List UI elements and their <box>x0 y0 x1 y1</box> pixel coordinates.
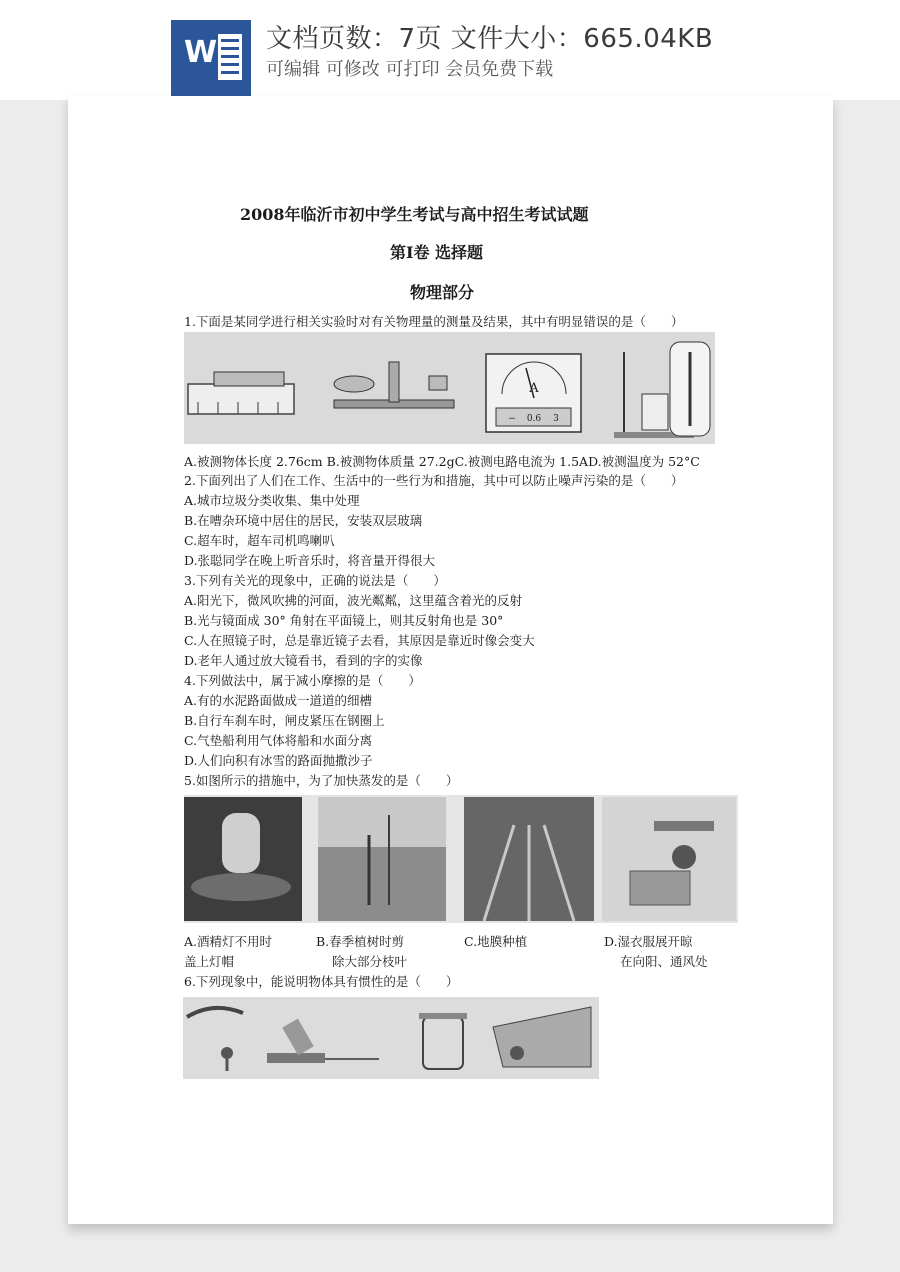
q3-option-a: A.阳光下，微风吹拂的河面，波光粼粼，这里蕴含着光的反射 <box>184 593 523 608</box>
q2-stem: 2.下面列出了人们在工作、生活中的一些行为和措施，其中可以防止噪声污染的是（ ） <box>184 473 684 488</box>
q4-option-a: A.有的水泥路面做成一道道的细槽 <box>184 693 373 708</box>
q5-option-b-line2: 除大部分枝叶 <box>332 954 408 969</box>
q3-option-d: D.老年人通过放大镜看书，看到的字的实像 <box>184 653 423 668</box>
q2-option-a: A.城市垃圾分类收集、集中处理 <box>184 493 360 508</box>
q2-option-b: B.在嘈杂环境中居住的居民，安装双层玻璃 <box>184 513 423 528</box>
word-letter: W <box>184 35 218 70</box>
section-heading: 第Ⅰ卷 选择题 <box>390 243 484 262</box>
q5-evaporation-figure <box>184 795 738 923</box>
q4-option-b: B.自行车刹车时，闸皮紧压在钢圈上 <box>184 713 385 728</box>
ammeter-letter: A <box>529 381 539 396</box>
word-icon-lines <box>218 34 242 80</box>
q3-option-b: B.光与镜面成 30° 角射在平面镜上，则其反射角也是 30° <box>184 613 504 628</box>
q5-option-d-line2: 在向阳、通风处 <box>620 954 708 969</box>
document-title: 2008年临沂市初中学生考试与高中招生考试试题 <box>240 205 589 224</box>
q1-stem: 1.下面是某同学进行相关实验时对有关物理量的测量及结果，其中有明显错误的是（ ） <box>184 314 684 329</box>
q5-option-a-line1: A.酒精灯不用时 <box>184 934 273 949</box>
subsection-heading: 物理部分 <box>410 283 475 302</box>
q4-stem: 4.下列做法中，属于减小摩擦的是（ ） <box>184 673 421 688</box>
q2-option-d: D.张聪同学在晚上听音乐时，将音量开得很大 <box>184 553 436 568</box>
q1-options: A.被测物体长度 2.76cm B.被测物体质量 27.2gC.被测电路电流为 1.5AD.被测温度为 52°C <box>184 454 700 469</box>
ammeter-terminal-3: 3 <box>553 414 559 424</box>
q3-stem: 3.下列有关光的现象中，正确的说法是（ ） <box>184 573 446 588</box>
q4-option-d: D.人们向积有冰雪的路面抛撒沙子 <box>184 753 373 768</box>
q2-option-c: C.超车时，超车司机鸣喇叭 <box>184 533 335 548</box>
file-info-subtitle: 可编辑 可修改 可打印 会员免费下载 <box>266 59 554 80</box>
q5-option-a-line2: 盖上灯帽 <box>184 954 235 969</box>
q5-option-d-line1: D.湿衣服展开晾 <box>604 934 693 949</box>
q5-option-c-line1: C.地膜种植 <box>464 934 528 949</box>
ammeter-terminal-0-6: 0.6 <box>526 414 542 424</box>
q5-stem: 5.如图所示的措施中，为了加快蒸发的是（ ） <box>184 773 459 788</box>
file-info-title: 文档页数：7页 文件大小：665.04KB <box>266 24 714 54</box>
q3-option-c: C.人在照镜子时，总是靠近镜子去看，其原因是靠近时像会变大 <box>184 633 535 648</box>
q5-option-b-line1: B.春季植树时剪 <box>316 934 405 949</box>
ammeter-terminal-negative: − <box>508 414 516 424</box>
q4-option-c: C.气垫船利用气体将船和水面分离 <box>184 733 373 748</box>
word-document-icon <box>171 20 251 96</box>
download-banner <box>0 0 900 100</box>
q6-inertia-figure <box>183 997 599 1079</box>
q1-measurement-figure <box>184 332 715 444</box>
q6-stem: 6.下列现象中，能说明物体具有惯性的是（ ） <box>184 974 459 989</box>
